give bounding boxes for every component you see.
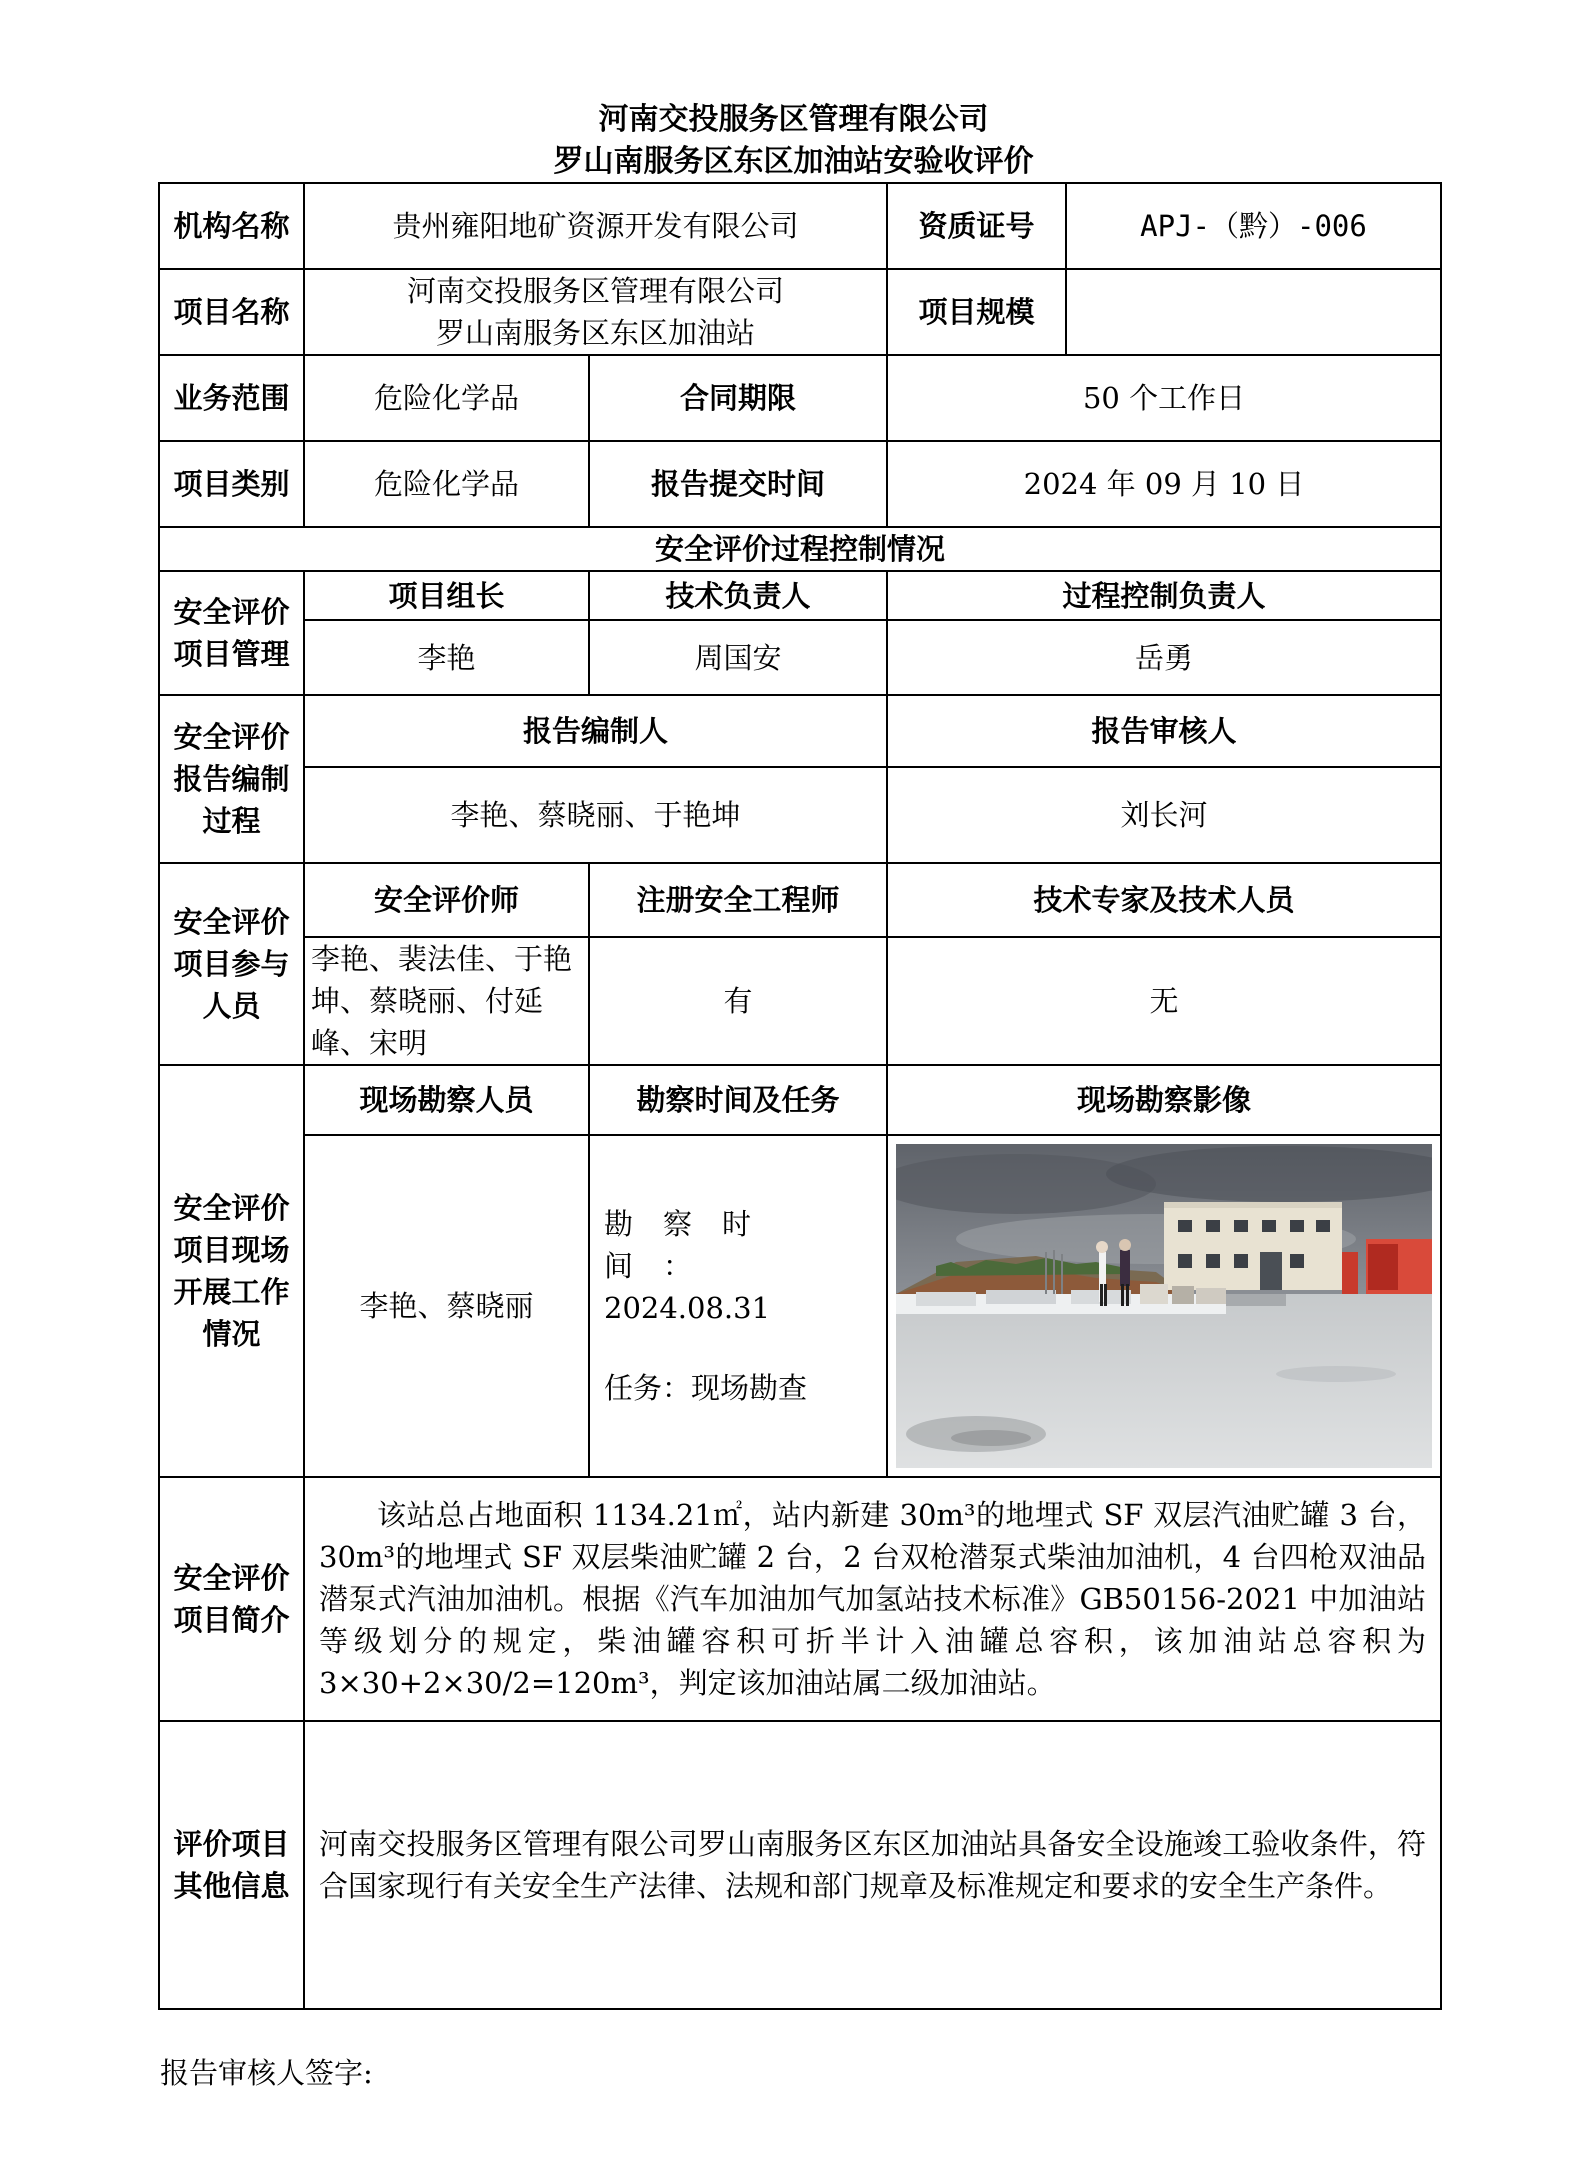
intro-text: 该站总占地面积 1134.21㎡，站内新建 30m³的地埋式 SF 双层汽油贮罐 3 台，30m³的地埋式 SF 双层柴油贮罐 2 台，2 台双枪潜泵式柴油加油机，4 台四枪双油品潜泵式汽油加油机。根据《汽车加油加气加氢站技术标准》GB50156-2021 中加油站等级划分的规定，柴油罐容积可折半计入油罐总容积，该加油站总容积为 3×30+2×30/2=120m³，判定该加油站属二级加油站。 [304, 1477, 1441, 1721]
survey-image-header: 现场勘察影像 [887, 1065, 1441, 1135]
survey-spacer [604, 1329, 872, 1367]
survey-time-value: 2024.08.31 [604, 1291, 771, 1325]
control-value: 岳勇 [887, 620, 1441, 695]
survey-time-label: 勘察时间： [604, 1207, 782, 1283]
expert-header: 技术专家及技术人员 [887, 863, 1441, 937]
survey-time-header: 勘察时间及任务 [589, 1065, 887, 1135]
org-value: 贵州雍阳地矿资源开发有限公司 [304, 183, 887, 269]
leader-header: 项目组长 [304, 571, 589, 620]
site-survey-photo [896, 1144, 1432, 1468]
business-value: 危险化学品 [304, 355, 589, 441]
project-value [304, 269, 887, 355]
document-subtitle: 罗山南服务区东区加油站安验收评价 [553, 144, 1034, 179]
scale-label: 项目规模 [887, 269, 1066, 355]
compiler-value: 李艳、蔡晓丽、于艳坤 [304, 767, 887, 863]
participants-label: 安全评价项目参与人员 [159, 863, 304, 1065]
compiler-header: 报告编制人 [304, 695, 887, 767]
category-label: 项目类别 [159, 441, 304, 527]
contract-label: 合同期限 [589, 355, 887, 441]
reviewer-header: 报告审核人 [887, 695, 1441, 767]
category-value: 危险化学品 [304, 441, 589, 527]
report-label: 安全评价报告编制过程 [159, 695, 304, 863]
engineer-header: 注册安全工程师 [589, 863, 887, 937]
leader-value: 李艳 [304, 620, 589, 695]
other-label: 评价项目其他信息 [159, 1721, 304, 2009]
evaluator-value: 李艳、裴法佳、于艳坤、蔡晓丽、付延峰、宋明 [304, 937, 589, 1065]
site-label: 安全评价项目现场开展工作情况 [159, 1065, 304, 1477]
engineer-value: 有 [589, 937, 887, 1065]
evaluator-header: 安全评价师 [304, 863, 589, 937]
tech-value: 周国安 [589, 620, 887, 695]
expert-value: 无 [887, 937, 1441, 1065]
org-label: 机构名称 [159, 183, 304, 269]
cert-label: 资质证号 [887, 183, 1066, 269]
submit-label: 报告提交时间 [589, 441, 887, 527]
cert-value: APJ-（黔）-006 [1066, 183, 1441, 269]
evaluation-form-table [158, 182, 1442, 2010]
submit-value: 2024 年 09 月 10 日 [887, 441, 1441, 527]
survey-task: 任务：现场勘查 [604, 1371, 808, 1405]
survey-photo-cell [887, 1135, 1441, 1477]
business-label: 业务范围 [159, 355, 304, 441]
contract-value: 50 个工作日 [887, 355, 1441, 441]
mgmt-label: 安全评价项目管理 [159, 571, 304, 695]
project-value-line1: 河南交投服务区管理有限公司 [407, 274, 785, 308]
document-title: 河南交投服务区管理有限公司 [598, 102, 989, 137]
survey-time-task [589, 1135, 887, 1477]
project-label: 项目名称 [159, 269, 304, 355]
tech-header: 技术负责人 [589, 571, 887, 620]
other-text: 河南交投服务区管理有限公司罗山南服务区东区加油站具备安全设施竣工验收条件，符合国家现行有关安全生产法律、法规和部门规章及标准规定和要求的安全生产条件。 [304, 1721, 1441, 2009]
control-header: 过程控制负责人 [887, 571, 1441, 620]
intro-label: 安全评价项目简介 [159, 1477, 304, 1721]
surveyor-header: 现场勘察人员 [304, 1065, 589, 1135]
reviewer-value: 刘长河 [887, 767, 1441, 863]
surveyor-value: 李艳、蔡晓丽 [304, 1135, 589, 1477]
scale-value [1066, 269, 1441, 355]
reviewer-signature-label: 报告审核人签字: [160, 2056, 373, 2090]
project-value-line2: 罗山南服务区东区加油站 [436, 316, 756, 350]
process-section-title: 安全评价过程控制情况 [159, 527, 1441, 571]
